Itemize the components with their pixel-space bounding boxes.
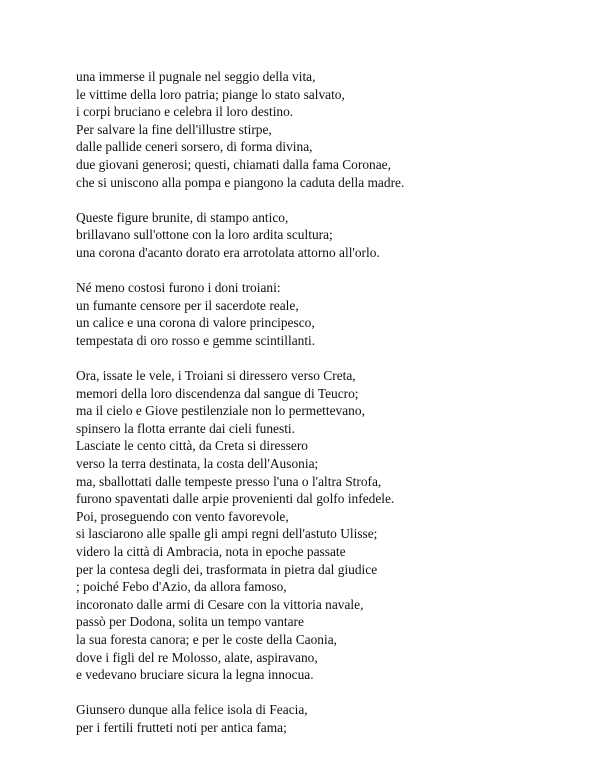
stanza-5 bbox=[76, 701, 576, 736]
verse-line: una corona d'acanto dorato era arrotolata attorno all'orlo. bbox=[76, 244, 380, 260]
verse-line: una immerse il pugnale nel seggio della vita, bbox=[76, 69, 316, 84]
verse-line: per la contesa degli dei, trasformata in pietra dal giudice bbox=[76, 561, 378, 577]
stanza-2 bbox=[76, 209, 576, 262]
verse-line: dalle pallide ceneri sorsero, di forma divina, bbox=[76, 139, 313, 155]
verse-line: ma, sballottati dalle tempeste presso l'una o l'altra Strofa, bbox=[76, 473, 382, 489]
poem-text bbox=[76, 68, 576, 754]
verse-line: si lasciarono alle spalle gli ampi regni dell'astuto Ulisse; bbox=[76, 526, 378, 542]
verse-line: Poi, proseguendo con vento favorevole, bbox=[76, 508, 289, 524]
verse-line: che si uniscono alla pompa e piangono la caduta della madre. bbox=[76, 174, 405, 190]
stanza-3 bbox=[76, 279, 576, 349]
stanza-1 bbox=[76, 68, 576, 191]
verse-line: ma il cielo e Giove pestilenziale non lo permettevano, bbox=[76, 403, 365, 419]
verse-line: un calice e una corona di valore principesco, bbox=[76, 315, 315, 331]
verse-line: videro la città di Ambracia, nota in epoche passate bbox=[76, 544, 346, 560]
verse-line: memori della loro discendenza dal sangue di Teucro; bbox=[76, 385, 359, 401]
verse-line: le vittime della loro patria; piange lo stato salvato, bbox=[76, 86, 345, 102]
verse-line: e vedevano bruciare sicura la legna innocua. bbox=[76, 667, 314, 683]
verse-line: Queste figure brunite, di stampo antico, bbox=[76, 209, 289, 225]
verse-line: spinsero la flotta errante dai cieli funesti. bbox=[76, 420, 296, 436]
verse-line: Lasciate le cento città, da Creta si diressero bbox=[76, 438, 309, 454]
stanza-4 bbox=[76, 367, 576, 684]
verse-line: per i fertili frutteti noti per antica fama; bbox=[76, 719, 287, 735]
verse-line: la sua foresta canora; e per le coste della Caonia, bbox=[76, 632, 337, 647]
verse-line: un fumante censore per il sacerdote reale, bbox=[76, 297, 299, 313]
verse-line: incoronato dalle armi di Cesare con la vittoria navale, bbox=[76, 596, 364, 612]
verse-line: due giovani generosi; questi, chiamati dalla fama Coronae, bbox=[76, 156, 391, 172]
verse-line: dove i figli del re Molosso, alate, aspiravano, bbox=[76, 649, 318, 665]
verse-line: ; poiché Febo d'Azio, da allora famoso, bbox=[76, 579, 287, 595]
verse-line: i corpi bruciano e celebra il loro destino. bbox=[76, 104, 294, 120]
verse-line: brillavano sull'ottone con la loro ardita scultura; bbox=[76, 227, 333, 243]
verse-line: furono spaventati dalle arpie provenienti dal golfo infedele. bbox=[76, 491, 395, 507]
verse-line: Giunsero dunque alla felice isola di Feacia, bbox=[76, 702, 308, 718]
verse-line: Ora, issate le vele, i Troiani si diressero verso Creta, bbox=[76, 368, 356, 384]
verse-line: Né meno costosi furono i doni troiani: bbox=[76, 280, 281, 296]
verse-line: passò per Dodona, solita un tempo vantare bbox=[76, 614, 304, 630]
verse-line: verso la terra destinata, la costa dell'Ausonia; bbox=[76, 456, 319, 472]
verse-line: tempestata di oro rosso e gemme scintillanti. bbox=[76, 332, 316, 348]
verse-line: Per salvare la fine dell'illustre stirpe, bbox=[76, 121, 272, 137]
